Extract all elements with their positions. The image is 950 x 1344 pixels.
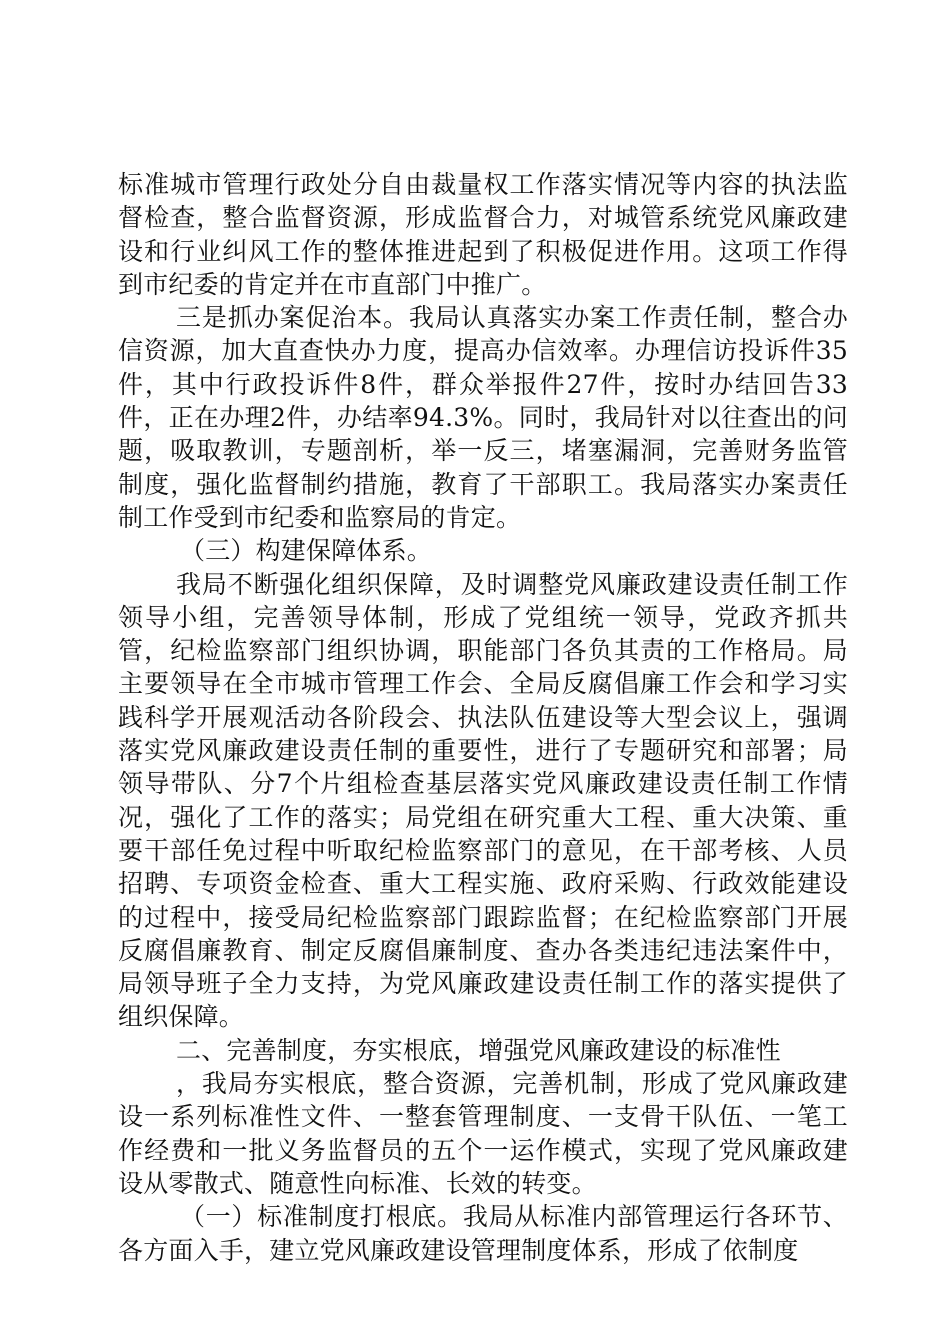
- document-body: [118, 168, 848, 1267]
- paragraph-organizational-guarantee: 我局不断强化组织保障，及时调整党风廉政建设责任制工作领导小组，完善领导体制，形成了党组统一领导，党政齐抓共管，纪检监察部门组织协调，职能部门各负其责的工作格局。局主要领导在全市城市管理工作会、全局反腐倡廉工作会和学习实践科学开展观活动各阶段会、执法队伍建设等大型会议上，强调落实党风廉政建设责任制的重要性，进行了专题研究和部署；局领导带队、分7个片组检查基层落实党风廉政建设责任制工作情况，强化了工作的落实；局党组在研究重大工程、重大决策、重要干部任免过程中听取纪检监察部门的意见，在干部考核、人员招聘、专项资金检查、重大工程实施、政府采购、行政效能建设的过程中，接受局纪检监察部门跟踪监督；在纪检监察部门开展反腐倡廉教育、制定反腐倡廉制度、查办各类违纪违法案件中，局领导班子全力支持，为党风廉政建设责任制工作的落实提供了组织保障。: [118, 569, 848, 1032]
- section-heading-improve-system: 二、完善制度，夯实根底，增强党风廉政建设的标准性: [176, 1035, 781, 1065]
- paragraph-foundation: ，我局夯实根底，整合资源，完善机制，形成了党风廉政建设一系列标准性文件、一整套管理制度、一支骨干队伍、一笔工作经费和一批义务监督员的五个一运作模式，实现了党风廉政建设从零散式、随意性向标准、长效的转变。: [118, 1069, 848, 1198]
- paragraph-standard-system: （一）标准制度打根底。我局从标准内部管理运行各环节、各方面入手，建立党风廉政建设管理制度体系，形成了依制度: [118, 1202, 848, 1265]
- section-heading-guarantee-system: （三）构建保障体系。: [180, 536, 433, 566]
- paragraph-case-handling: 三是抓办案促治本。我局认真落实办案工作责任制，整合办信资源，加大直查快办力度，提高办信效率。办理信访投诉件35件，其中行政投诉件8件，群众举报件27件，按时办结回告33件，正在办理2件，办结率94.3%。同时，我局针对以往查出的问题，吸取教训，专题剖析，举一反三，堵塞漏洞，完善财务监管制度，强化监督制约措施，教育了干部职工。我局落实办案责任制工作受到市纪委和监察局的肯定。: [118, 303, 848, 532]
- paragraph-continuation: 标准城市管理行政处分自由裁量权工作落实情况等内容的执法监督检查，整合监督资源，形成监督合力，对城管系统党风廉政建设和行业纠风工作的整体推进起到了积极促进作用。这项工作得到市纪委的肯定并在市直部门中推广。: [118, 170, 848, 299]
